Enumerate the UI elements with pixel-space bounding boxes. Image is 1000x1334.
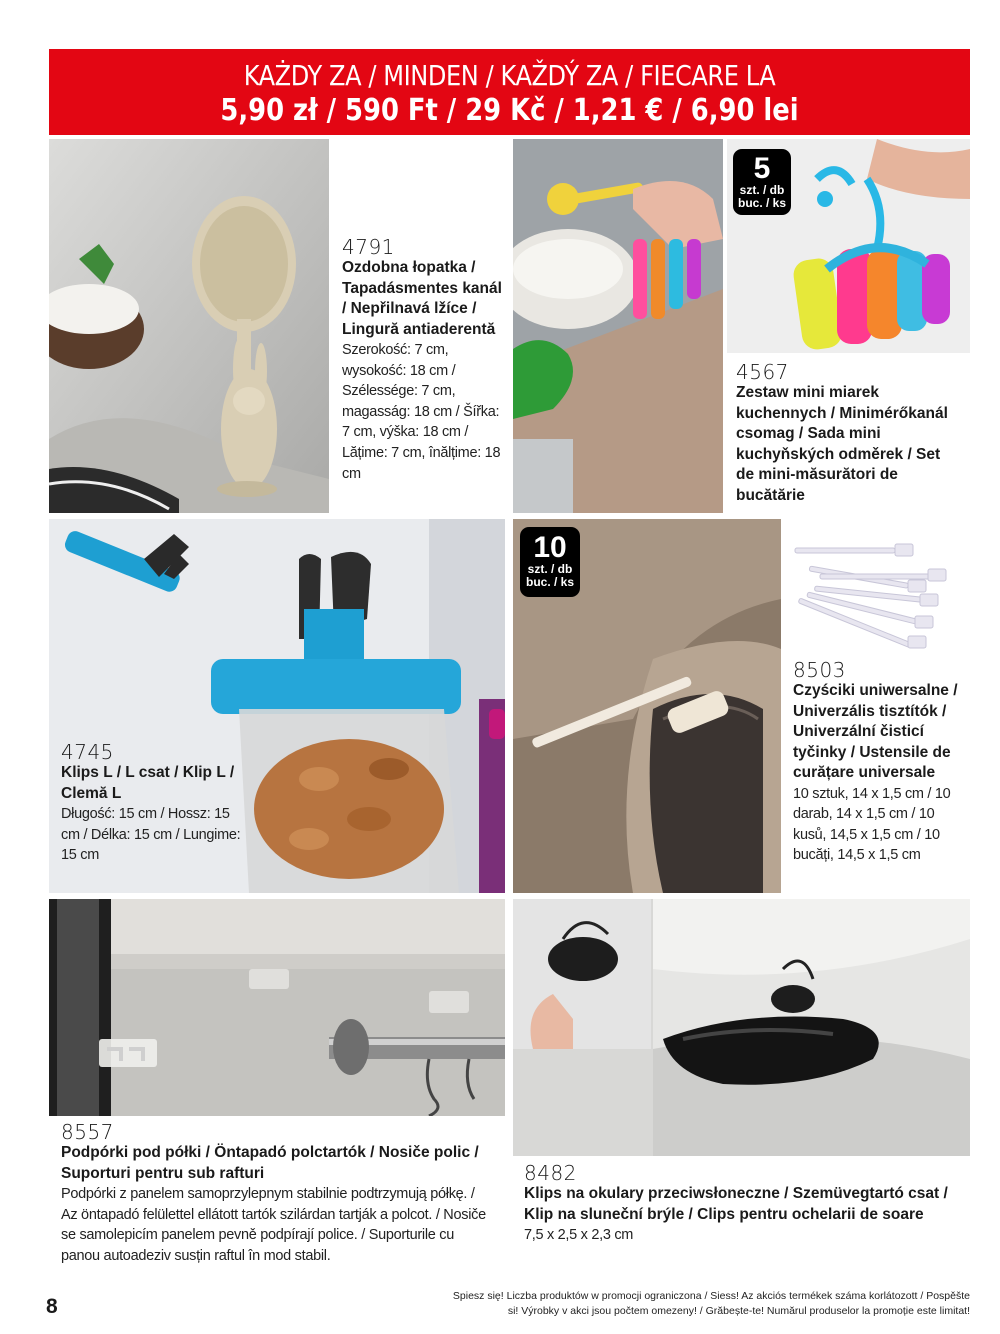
product-photo-cleaning-sticks-detail [790, 536, 960, 656]
product-title: Klips na okulary przeciwsłoneczne / Szemüvegtartó csat / Klip na sluneční brýle / Clips pentru ochelarii de soare [524, 1185, 948, 1223]
product-code: 8482 [524, 1161, 577, 1185]
banner-price: 5,90 zł / 590 Ft / 29 Kč / 1,21 € / 6,90 lei [220, 93, 799, 128]
product-title: Klips L / L csat / Klip L / Clemă L [61, 764, 235, 802]
product-description: Długość: 15 cm / Hossz: 15 cm / Délka: 15 cm / Lungime: 15 cm [61, 806, 241, 864]
product-title: Czyściki uniwersalne / Univerzális tisztítók / Univerzální čisticí tyčinky / Ustensile de curățare universale [793, 682, 958, 781]
product-4745 [61, 741, 241, 866]
product-code: 4791 [342, 235, 395, 259]
quantity-badge-10: 10 szt. / db buc. / ks [520, 527, 580, 597]
product-code: 8557 [61, 1120, 114, 1144]
product-title: Ozdobna łopatka / Tapadásmentes kanál / Nepřilnavá lžíce / Lingură antiaderentă [342, 259, 502, 338]
product-4567 [736, 361, 958, 506]
product-8503 [793, 659, 965, 866]
product-description: Podpórki z panelem samoprzylepnym stabilnie podtrzymują półkę. / Az öntapadó felülettel ellátott tartók szilárdan tartják a polcot. / Nosiče se samolepicím panelem pevně podpírají police. / Suporturile cu panou autoadeziv susțin raftul în mod stabil. [61, 1186, 486, 1264]
product-title: Zestaw mini miarek kuchennych / Minimérőkanál csomag / Sada mini kuchyňských odměrek / Set de mini-măsurători de bucătărie [736, 384, 948, 504]
product-photo-spoon [49, 139, 329, 513]
product-code: 4567 [736, 360, 789, 384]
page-number: 8 [46, 1295, 58, 1318]
product-description: 10 sztuk, 14 x 1,5 cm / 10 darab, 14 x 1,5 cm / 10 kusů, 14,5 x 1,5 cm / 10 bucăți, 14,5 x 1,5 cm [793, 785, 951, 864]
product-8557 [61, 1121, 491, 1266]
product-photo-shelf-supports [49, 899, 505, 1116]
product-photo-measuring-spoons [513, 139, 723, 513]
product-code: 8503 [793, 658, 846, 682]
product-title: Podpórki pod półki / Öntapadó polctartók / Nosiče polic / Suporturi pentru sub rafturi [61, 1144, 479, 1182]
product-description: 7,5 x 2,5 x 2,3 cm [524, 1227, 634, 1243]
product-8482 [524, 1162, 954, 1246]
banner-heading: KAŻDY ZA / MINDEN / KAŽDÝ ZA / FIECARE LA [243, 59, 776, 92]
product-photo-glasses-clip [513, 899, 970, 1156]
quantity-badge-5: 5 szt. / db buc. / ks [733, 149, 791, 215]
footer-note: Spiesz się! Liczba produktów w promocji ograniczona / Siess! Az akciós termékek száma korlátozott / Pospěšte si! Výrobky v akci jsou počtem omezeny! / Grăbește-te! Numărul produselor la promoție este limitat! [452, 1290, 970, 1317]
product-4791 [342, 236, 502, 484]
product-description: Szerokość: 7 cm, wysokość: 18 cm / Szélessége: 7 cm, magasság: 18 cm / Šířka: 7 cm, výška: 18 cm / Lățime: 7 cm, înălțime: 18 cm [342, 342, 501, 482]
product-code: 4745 [61, 740, 114, 764]
price-banner [49, 49, 970, 135]
